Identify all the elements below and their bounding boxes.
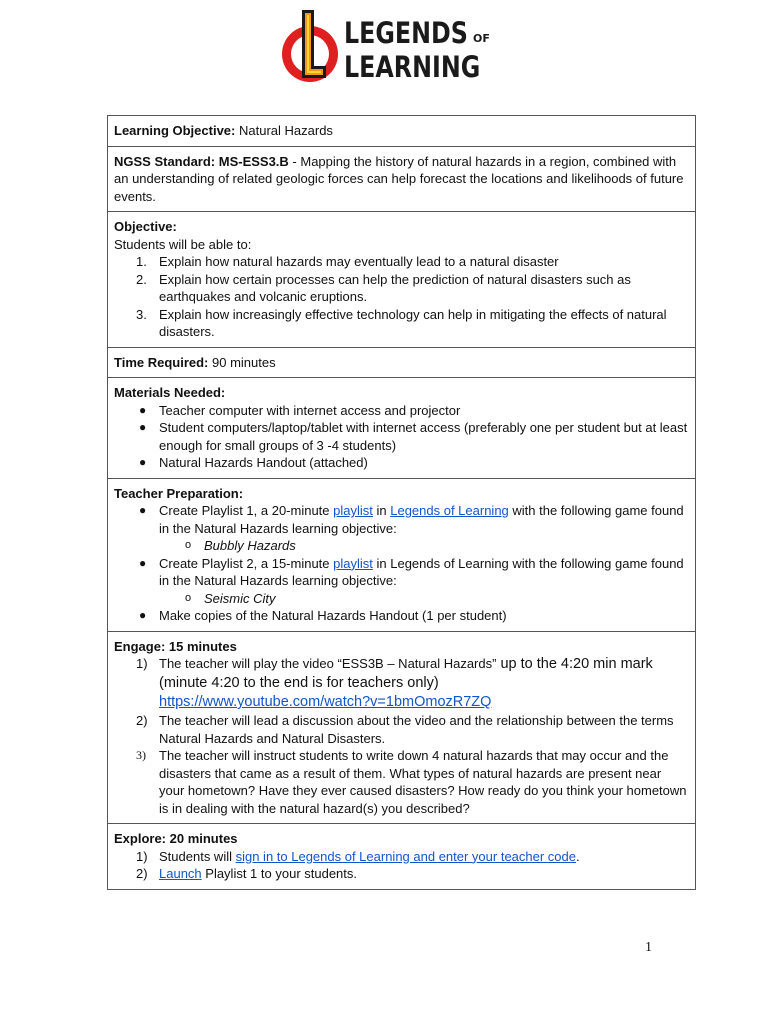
prep-label: Teacher Preparation: [114, 485, 244, 501]
objective-item-1: Explain how natural hazards may eventually lead to a natural disaster [159, 254, 559, 269]
logo-word-learning: LEARNING [344, 50, 481, 84]
list-item [114, 454, 689, 472]
sign-in-link[interactable]: sign in to Legends of Learning and enter your teacher code [235, 848, 576, 864]
prep-sub-list-2 [114, 590, 689, 608]
materials-item-2: Student computers/laptop/tablet with internet access (preferably one per student but at least enough for small groups of 3 -4 students) [159, 420, 688, 453]
materials-row [108, 378, 696, 479]
lesson-plan-table [107, 115, 696, 890]
list-number: 2) [136, 866, 148, 881]
learning-objective-value: Natural Hazards [239, 123, 333, 138]
time-row [108, 347, 696, 378]
playlist-link-2[interactable]: playlist [333, 555, 373, 571]
materials-cell [108, 378, 696, 479]
list-number: 1) [136, 848, 148, 864]
explore-cell [108, 824, 696, 890]
prep-item-2-text: Create Playlist 2, a 15-minute [159, 555, 334, 571]
launch-link[interactable]: Launch [159, 866, 202, 881]
list-item [114, 555, 689, 608]
objective-row [108, 212, 696, 348]
engage-item-2: The teacher will lead a discussion about the video and the relationship between the terms Natural Hazards and Natural Disasters. [159, 713, 674, 746]
legends-of-learning-logo [280, 8, 492, 88]
bullet-icon: ● [139, 455, 147, 469]
list-item [114, 537, 689, 555]
bullet-icon: ● [139, 420, 147, 434]
objective-cell [108, 212, 696, 348]
learning-objective-cell [108, 116, 696, 147]
youtube-video-link[interactable]: https://www.youtube.com/watch?v=1bmOmozR7ZQ [159, 694, 492, 710]
engage-cell [108, 631, 696, 824]
engage-row [108, 631, 696, 824]
list-item: 1. Explain how natural hazards may eventually lead to a natural disaster [136, 254, 559, 269]
logo-word-of: OF [473, 32, 490, 45]
learning-objective-row [108, 116, 696, 147]
objective-intro: Students will be able to: [114, 236, 252, 252]
bullet-icon: ● [139, 503, 147, 517]
time-cell [108, 347, 696, 378]
ngss-text: - Mapping the history of natural hazards in a region, combined with an understanding of related geologic forces can help forecast the locations and likelihoods of future events. [114, 153, 684, 204]
materials-item-1: Teacher computer with internet access and projector [159, 402, 461, 418]
prep-item-1-text-b: in [372, 503, 391, 518]
learning-objective-label: Learning Objective: [114, 123, 236, 138]
explore-label: Explore: 20 minutes [114, 831, 238, 846]
logo-emblem-icon [280, 8, 344, 88]
prep-item-1-text-c: with the following game found in the Natural Hazards learning objective: [159, 503, 684, 536]
list-item [114, 607, 689, 625]
ngss-label: NGSS Standard: MS-ESS3.B [114, 153, 289, 169]
list-item: 2. Explain how certain processes can help the prediction of natural disasters such as earthquakes and volcanic eruptions. [136, 271, 631, 304]
prep-list [114, 502, 689, 625]
engage-label: Engage: 15 minutes [114, 638, 237, 654]
explore-item-2-text: Playlist 1 to your students. [201, 866, 358, 881]
prep-row [108, 478, 696, 631]
game-seismic-city: Seismic City [204, 590, 276, 606]
list-number: 2) [136, 713, 148, 728]
list-item [114, 747, 689, 817]
engage-list [114, 655, 689, 817]
sub-bullet-icon: o [185, 591, 192, 604]
explore-row [108, 824, 696, 890]
list-item [114, 419, 689, 454]
list-number: 1) [136, 656, 148, 671]
prep-item-2-text-b: in Legends of Learning with the following game found in the Natural Hazards learning objective: [159, 555, 684, 588]
list-item [114, 848, 689, 866]
list-item [114, 402, 689, 420]
list-item [114, 590, 689, 608]
explore-item-1-period: . [576, 848, 580, 864]
prep-sub-list-1 [114, 537, 689, 555]
objective-list [114, 253, 689, 341]
game-bubbly-hazards: Bubbly Hazards [204, 538, 296, 553]
objective-label: Objective: [114, 219, 177, 234]
bullet-icon: ● [139, 402, 147, 417]
explore-item-1-text: Students will [159, 848, 236, 864]
engage-item-1-text: The teacher will play the video “ESS3B – Natural Hazards” [159, 656, 497, 671]
time-label: Time Required: [114, 354, 209, 370]
bullet-icon: ● [139, 555, 147, 570]
bullet-icon: ● [139, 608, 147, 622]
objective-item-3: Explain how increasingly effective technology can help in mitigating the effects of natural disasters. [159, 306, 667, 339]
explore-list [114, 848, 689, 883]
objective-item-2: Explain how certain processes can help the prediction of natural disasters such as earthquakes and volcanic eruptions. [159, 271, 631, 304]
ngss-row [108, 146, 696, 212]
sub-bullet-icon: o [185, 539, 192, 551]
time-value: 90 minutes [212, 354, 276, 370]
logo-word-legends: LEGENDS [344, 16, 468, 50]
materials-item-3: Natural Hazards Handout (attached) [159, 455, 368, 470]
playlist-link-1[interactable]: playlist [333, 503, 373, 518]
page-number: 1 [645, 940, 652, 955]
engage-item-1-text-b: up to the 4:20 min mark (minute 4:20 to the end is for teachers only) [159, 656, 653, 691]
list-item [114, 712, 689, 747]
list-number: 3) [136, 748, 146, 762]
list-item: 3. Explain how increasingly effective technology can help in mitigating the effects of natural disasters. [136, 306, 667, 339]
legends-of-learning-link[interactable]: Legends of Learning [390, 503, 509, 518]
ngss-cell [108, 146, 696, 212]
materials-list [114, 402, 689, 472]
list-item [114, 502, 689, 555]
prep-item-1-text: Create Playlist 1, a 20-minute [159, 503, 334, 518]
prep-item-3: Make copies of the Natural Hazards Handout (1 per student) [159, 608, 507, 623]
list-item [114, 865, 689, 883]
list-item [114, 655, 689, 712]
engage-item-3: The teacher will instruct students to write down 4 natural hazards that may occur and the disasters that came as a result of them. What types of natural hazards are present near your hometown? Have they ever caused disasters? How ready do you think your hometown is in dealing with the natural hazard(s) you described? [159, 748, 687, 816]
prep-cell [108, 478, 696, 631]
materials-label: Materials Needed: [114, 385, 226, 400]
